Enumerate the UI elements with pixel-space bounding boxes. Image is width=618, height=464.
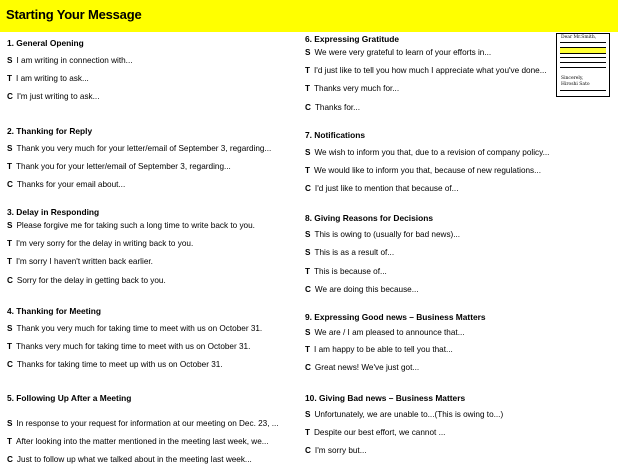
page-title: Starting Your Message [6,7,142,22]
phrase-text: Thanks for your email about... [16,180,126,189]
phrase-text: Please forgive me for taking such a long time to write back to you. [16,221,255,230]
phrase-section [7,306,299,369]
thumbnail-closing: Sincerely, [561,76,584,81]
register-tag: T [305,84,311,93]
phrase-text: I am writing to ask... [16,74,89,83]
phrase-line [305,328,465,337]
register-tag: T [7,437,13,446]
register-tag: T [7,239,13,248]
phrase-line [305,446,367,455]
phrase-text: We are doing this because... [314,285,419,294]
phrase-line [7,257,153,266]
register-tag: C [7,276,13,285]
phrase-line [7,56,133,65]
register-tag: S [305,410,311,419]
phrase-text: We are / I am pleased to announce that... [314,328,465,337]
phrase-section [305,130,555,193]
phrase-line [7,92,99,101]
phrase-section [305,34,555,112]
phrase-section [7,393,299,464]
phrase-text: I am happy to be able to tell you that... [314,345,453,354]
section-heading: 9. Expressing Good news – Business Matters [305,312,486,322]
phrase-section [305,312,555,372]
phrase-line [305,248,394,257]
phrase-line [305,103,360,112]
register-tag: T [7,74,13,83]
phrase-line [7,360,223,369]
phrase-line [305,66,547,75]
phrase-text: I'm sorry I haven't written back earlier. [16,257,153,266]
section-heading: 4. Thanking for Meeting [7,306,101,316]
phrase-line [7,239,193,248]
phrase-text: I'd just like to mention that because of... [314,184,459,193]
phrase-line [7,221,255,230]
phrase-line [305,363,419,372]
register-tag: C [7,360,13,369]
phrase-section [305,213,555,294]
phrase-line [7,324,262,333]
register-tag: T [305,166,311,175]
register-tag: T [7,162,13,171]
phrase-line [305,428,445,437]
register-tag: T [305,345,311,354]
phrase-line [7,437,269,446]
thumbnail-rule [560,42,606,43]
phrase-text: Thank you very much for taking time to meet with us on October 31. [16,324,263,333]
phrase-text: We would like to inform you that, because of new regulations... [314,166,541,175]
phrase-section [305,393,555,455]
phrase-line [305,48,491,57]
thumbnail-greeting: Dear Mr.Smith, [561,35,597,40]
register-tag: S [7,144,13,153]
phrase-line [305,285,419,294]
section-heading: 7. Notifications [305,130,366,140]
thumbnail-rule [560,62,606,63]
register-tag: C [305,363,311,372]
phrase-line [305,345,453,354]
phrase-text: I'm sorry but... [314,446,367,455]
phrase-line [305,230,460,239]
register-tag: C [7,92,13,101]
phrase-text: Thanks very much for... [314,84,400,93]
register-tag: C [305,184,311,193]
phrase-text: This is because of... [314,267,387,276]
register-tag: C [7,180,13,189]
register-tag: S [7,324,13,333]
phrase-line [305,184,458,193]
phrase-section [7,38,299,101]
phrase-line [7,162,231,171]
phrase-line [7,180,125,189]
thumbnail-signature: Hiroshi Sato [561,82,590,87]
phrase-text: Sorry for the delay in getting back to you. [16,276,166,285]
section-heading: 6. Expressing Gratitude [305,34,400,44]
letter-thumbnail-image [556,33,610,97]
register-tag: T [7,257,13,266]
thumbnail-rule [560,90,606,91]
phrase-text: I'm very sorry for the delay in writing back to you. [16,239,194,248]
phrase-line [7,342,250,351]
phrase-line [305,148,549,157]
phrase-text: In response to your request for information at our meeting on Dec. 23, ... [16,419,279,428]
phrase-text: Thanks for... [314,103,360,112]
register-tag: S [7,221,13,230]
phrase-text: I'd just like to tell you how much I appreciate what you've done... [314,66,547,75]
register-tag: T [305,267,311,276]
register-tag: S [305,148,311,157]
phrase-text: Just to follow up what we talked about in the meeting last week... [16,455,252,464]
register-tag: T [305,428,311,437]
register-tag: S [305,248,311,257]
phrase-line [7,276,166,285]
register-tag: S [305,230,311,239]
phrase-text: Thank you very much for your letter/email of September 3, regarding... [16,144,272,153]
section-heading: 5. Following Up After a Meeting [7,393,132,403]
phrase-section [7,126,299,189]
phrase-text: This is owing to (usually for bad news)... [314,230,461,239]
phrase-text: I'm just writing to ask... [16,92,100,101]
register-tag: T [7,342,13,351]
phrase-line [305,84,399,93]
section-heading: 3. Delay in Responding [7,207,100,217]
title-banner [0,0,618,32]
phrase-text: This is as a result of... [314,248,395,257]
phrase-text: We were very grateful to learn of your efforts in... [314,48,492,57]
phrase-text: Great news! We've just got... [314,363,420,372]
section-heading: 1. General Opening [7,38,84,48]
phrase-text: Despite our best effort, we cannot ... [314,428,446,437]
phrase-section [7,207,299,285]
section-heading: 2. Thanking for Reply [7,126,93,136]
phrase-text: We wish to inform you that, due to a revision of company policy... [314,148,550,157]
register-tag: S [305,48,311,57]
phrase-text: Thank you for your letter/email of September 3, regarding... [16,162,231,171]
register-tag: S [7,56,13,65]
phrase-line [305,166,541,175]
phrase-text: I am writing in connection with... [16,56,133,65]
register-tag: S [305,328,311,337]
phrase-line [305,410,503,419]
thumbnail-highlight [560,47,606,54]
register-tag: C [305,103,311,112]
register-tag: C [305,285,311,294]
register-tag: C [305,446,311,455]
phrase-line [7,144,271,153]
phrase-text: Unfortunately, we are unable to...(This is owing to...) [314,410,504,419]
phrase-text: After looking into the matter mentioned in the meeting last week, we... [16,437,269,446]
phrase-line [305,267,387,276]
phrase-line [7,419,279,428]
register-tag: S [7,419,13,428]
section-heading: 10. Giving Bad news – Business Matters [305,393,466,403]
section-heading: 8. Giving Reasons for Decisions [305,213,433,223]
register-tag: T [305,66,311,75]
phrase-text: Thanks for taking time to meet up with us on October 31. [16,360,223,369]
phrase-text: Thanks very much for taking time to meet with us on October 31. [16,342,251,351]
thumbnail-rule [560,67,606,68]
thumbnail-rule [560,57,606,58]
register-tag: C [7,455,13,464]
phrase-line [7,74,89,83]
